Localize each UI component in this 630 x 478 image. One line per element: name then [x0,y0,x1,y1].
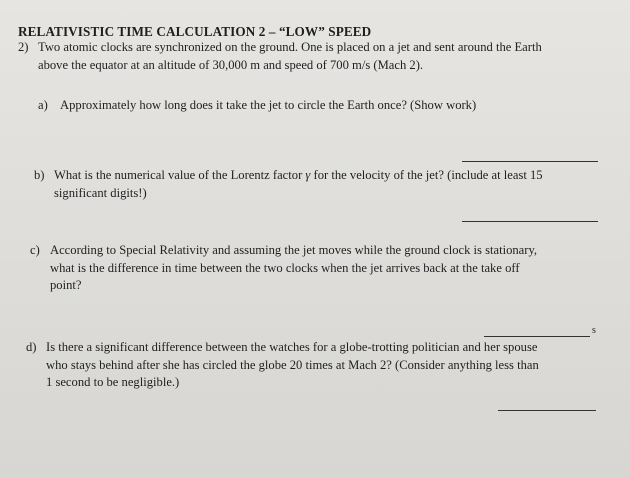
part-b-text-pre: What is the numerical value of the Lorentz factor [54,168,306,182]
part-a-answer-line[interactable] [462,161,598,162]
part-c-question-line-3: point? [50,278,82,292]
part-c-question-line-2: what is the difference in time between the two clocks when the jet arrives back at the take off [50,261,520,275]
part-d-label: d) [26,340,37,354]
part-d-answer-line[interactable] [498,410,596,411]
worksheet-title: RELATIVISTIC TIME CALCULATION 2 – “LOW” SPEED [18,24,372,39]
part-d-question-line-1: Is there a significant difference between the watches for a globe-trotting politician and her spouse [46,340,538,354]
part-c-answer-line[interactable] [484,336,590,337]
part-b-answer-line[interactable] [462,221,598,222]
part-b-question-line-1 [54,168,543,183]
part-a-question: Approximately how long does it take the jet to circle the Earth once? (Show work) [60,98,477,112]
part-c-label: c) [30,243,40,257]
question-number: 2) [18,40,29,54]
part-b-question-line-2: significant digits!) [54,186,147,200]
part-c-unit: s [592,325,596,336]
part-d-question-line-2: who stays behind after she has circled the globe 20 times at Mach 2? (Consider anything less than [46,358,539,372]
part-c-question-line-1: According to Special Relativity and assuming the jet moves while the ground clock is stationary, [50,243,538,257]
gamma-symbol: γ [305,168,311,182]
part-a-label: a) [38,98,48,112]
intro-line-1: Two atomic clocks are synchronized on the ground. One is placed on a jet and sent around the Earth [38,40,542,54]
part-b-text-post: for the velocity of the jet? (include at least 15 [310,168,543,182]
intro-line-2: above the equator at an altitude of 30,000 m and speed of 700 m/s (Mach 2). [38,58,424,72]
part-d-question-line-3: 1 second to be negligible.) [46,375,180,389]
part-b-label: b) [34,168,45,182]
